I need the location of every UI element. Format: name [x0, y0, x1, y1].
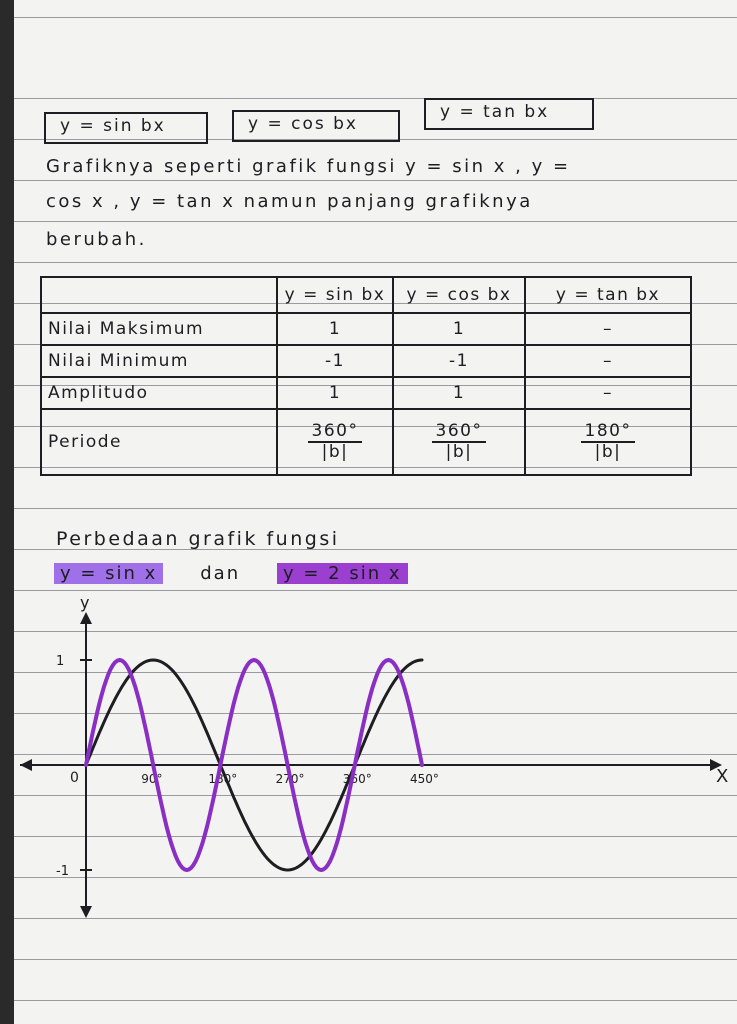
table-cell: -1: [393, 345, 525, 377]
table-cell: [525, 409, 691, 475]
x-tick-label: 270°: [275, 772, 305, 786]
table-cell: [393, 409, 525, 475]
fraction-numerator: 180°: [581, 422, 636, 443]
x-tick-label: 360°: [342, 772, 372, 786]
x-axis-label: X: [716, 766, 729, 787]
table-cell: 1: [277, 377, 393, 409]
header-cell-sin: y = sin bx: [277, 277, 393, 313]
table-row-periode: [41, 409, 691, 475]
table-row: [41, 345, 691, 377]
row-label-minimum: Nilai Minimum: [41, 345, 277, 377]
table-cell: 1: [393, 377, 525, 409]
paragraph-line-1: Grafiknya seperti grafik fungsi y = sin x , y =: [46, 156, 571, 177]
graph-section-title: Perbedaan grafik fungsi: [56, 528, 340, 550]
fraction-denominator: |b|: [321, 441, 349, 462]
graph-legend: [54, 563, 408, 584]
table-row: [41, 313, 691, 345]
table-cell: –: [525, 377, 691, 409]
formula-cos: y = cos bx: [248, 114, 358, 134]
legend-2-sin-x: y = 2 sin x: [277, 563, 408, 584]
origin-label: 0: [70, 770, 79, 786]
x-tick-label: 90°: [141, 772, 163, 786]
table-cell: [277, 409, 393, 475]
table-header-row: [41, 277, 691, 313]
sine-graph: [0, 590, 737, 930]
table-cell: –: [525, 313, 691, 345]
y-axis-label: y: [80, 593, 90, 612]
y-axis-arrow-up: [80, 612, 92, 624]
row-label-maksimum: Nilai Maksimum: [41, 313, 277, 345]
paragraph-line-2: cos x , y = tan x namun panjang grafiknya: [46, 191, 533, 212]
formula-box-tan: [424, 98, 594, 130]
fraction-numerator: 360°: [432, 422, 487, 443]
legend-join: dan: [200, 563, 241, 584]
row-label-periode: Periode: [41, 409, 277, 475]
row-label-amplitudo: Amplitudo: [41, 377, 277, 409]
legend-sin-x: y = sin x: [54, 563, 163, 584]
x-tick-label: 450°: [410, 772, 439, 786]
fraction: [432, 422, 487, 461]
formula-tan: y = tan bx: [440, 102, 550, 122]
fraction: [581, 422, 636, 461]
fraction-denominator: |b|: [445, 441, 473, 462]
formula-box-cos: [232, 110, 400, 142]
fraction: [308, 422, 363, 461]
fraction-denominator: |b|: [594, 441, 622, 462]
formula-sin: y = sin bx: [60, 116, 166, 136]
table-cell: –: [525, 345, 691, 377]
y-axis-arrow-down: [80, 906, 92, 918]
x-tick-label: 180°: [208, 772, 238, 786]
properties-table: [40, 276, 692, 476]
fraction-numerator: 360°: [308, 422, 363, 443]
formula-box-sin: [44, 112, 208, 144]
x-axis-arrow-left: [20, 759, 32, 771]
y-tick-label: 1: [56, 654, 65, 669]
paragraph-line-3: berubah.: [46, 229, 147, 250]
table-row: [41, 377, 691, 409]
header-cell-cos: y = cos bx: [393, 277, 525, 313]
header-cell-tan: y = tan bx: [525, 277, 691, 313]
table-cell: 1: [393, 313, 525, 345]
table-cell: 1: [277, 313, 393, 345]
header-cell-empty: [41, 277, 277, 313]
y-tick-label: -1: [56, 864, 69, 879]
table-cell: -1: [277, 345, 393, 377]
